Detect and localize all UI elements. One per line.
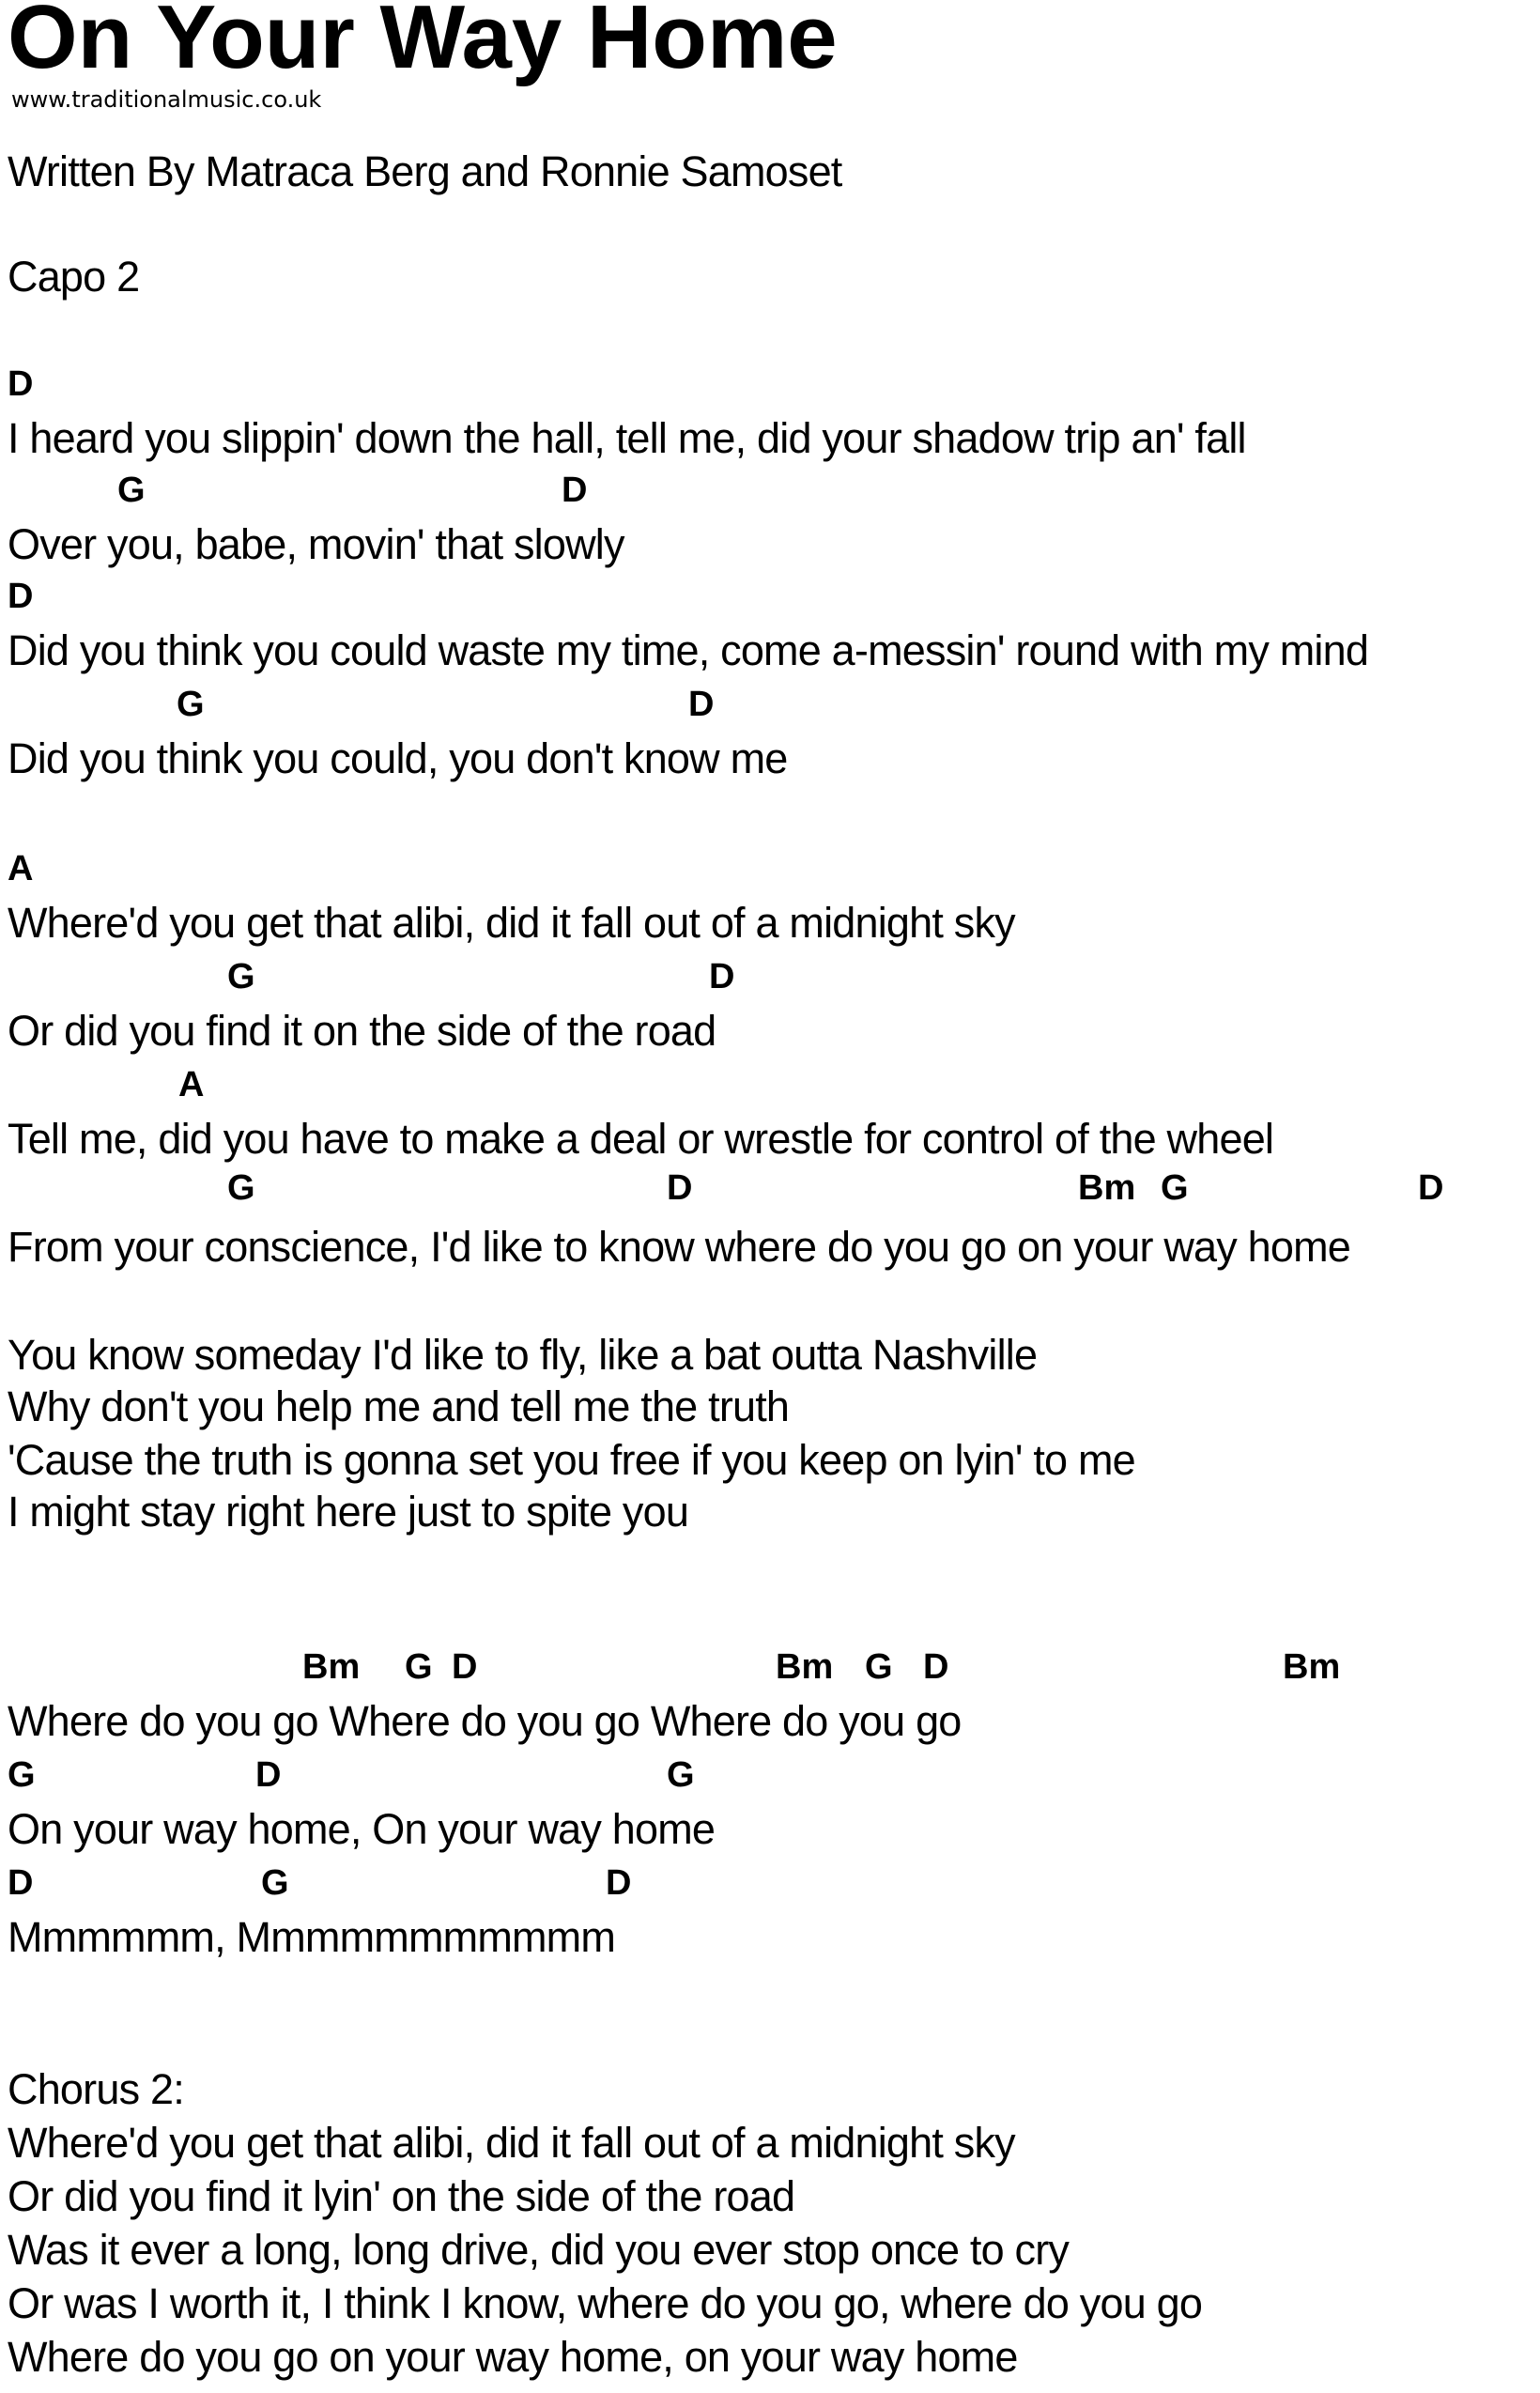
lyric-line: Where'd you get that alibi, did it fall out of a midnight sky [8, 899, 1015, 947]
chord-symbol: Bm [776, 1647, 834, 1687]
lyric-line: 'Cause the truth is gonna set you free if you keep on lyin' to me [8, 1436, 1135, 1484]
lyric-line: Or did you find it on the side of the road [8, 1007, 716, 1055]
lyric-line: Or was I worth it, I think I know, where do you go, where do you go [8, 2279, 1203, 2327]
lyric-line: You know someday I'd like to fly, like a bat outta Nashville [8, 1331, 1038, 1379]
lyric-line: Over you, babe, movin' that slowly [8, 520, 624, 568]
chord-symbol: D [562, 471, 588, 510]
capo-line: Capo 2 [8, 253, 140, 301]
lyric-line: Chorus 2: [8, 2065, 184, 2113]
chord-symbol: G [117, 471, 146, 510]
lyric-line: From your conscience, I'd like to know where do you go on your way home [8, 1223, 1351, 1271]
lyric-line: I might stay right here just to spite you [8, 1488, 689, 1536]
chord-symbol: G [667, 1755, 695, 1795]
lyric-line: I heard you slippin' down the hall, tell me, did your shadow trip an' fall [8, 414, 1246, 462]
lyric-line: Did you think you could, you don't know me [8, 734, 788, 782]
chord-symbol: Bm [1283, 1647, 1341, 1687]
lyric-line: Or did you find it lyin' on the side of the road [8, 2172, 795, 2220]
chord-symbol: G [8, 1755, 36, 1795]
website-url: www.traditionalmusic.co.uk [11, 86, 322, 113]
lyric-line: Tell me, did you have to make a deal or wrestle for control of the wheel [8, 1115, 1274, 1163]
chord-symbol: Bm [1078, 1168, 1136, 1208]
chord-symbol: D [255, 1755, 282, 1795]
chord-line: A [8, 849, 34, 888]
chord-symbol: D [452, 1647, 478, 1687]
chord-symbol: A [178, 1065, 205, 1104]
lyric-line: Was it ever a long, long drive, did you ever stop once to cry [8, 2226, 1070, 2274]
lyric-line: Mmmmmm, Mmmmmmmmmmm [8, 1913, 616, 1961]
chord-symbol: D [709, 957, 735, 996]
chord-symbol: G [227, 1168, 255, 1208]
chord-symbol: D [667, 1168, 693, 1208]
chord-symbol: G [261, 1863, 289, 1903]
lyric-line: Where do you go on your way home, on your way home [8, 2333, 1018, 2381]
chord-symbol: G [865, 1647, 893, 1687]
lyric-line: Where'd you get that alibi, did it fall out of a midnight sky [8, 2119, 1015, 2167]
chord-symbol: D [923, 1647, 949, 1687]
chord-line: D [8, 577, 34, 616]
chord-symbol: G [177, 685, 205, 724]
chord-symbol: D [688, 685, 715, 724]
chord-symbol: G [1161, 1168, 1189, 1208]
chord-symbol: Bm [302, 1647, 361, 1687]
chord-symbol: D [1418, 1168, 1444, 1208]
credits-line: Written By Matraca Berg and Ronnie Samoset [8, 147, 842, 195]
chord-symbol: D [606, 1863, 632, 1903]
chord-symbol: G [227, 957, 255, 996]
lyric-line: Where do you go Where do you go Where do you go [8, 1697, 962, 1745]
chord-line: D [8, 364, 34, 404]
song-title: On Your Way Home [8, 0, 838, 87]
lyric-line: Why don't you help me and tell me the truth [8, 1382, 790, 1430]
lyric-line: Did you think you could waste my time, come a-messin' round with my mind [8, 626, 1369, 674]
chord-symbol: G [405, 1647, 433, 1687]
chord-symbol: D [8, 1863, 34, 1903]
lyric-line: On your way home, On your way home [8, 1805, 716, 1853]
